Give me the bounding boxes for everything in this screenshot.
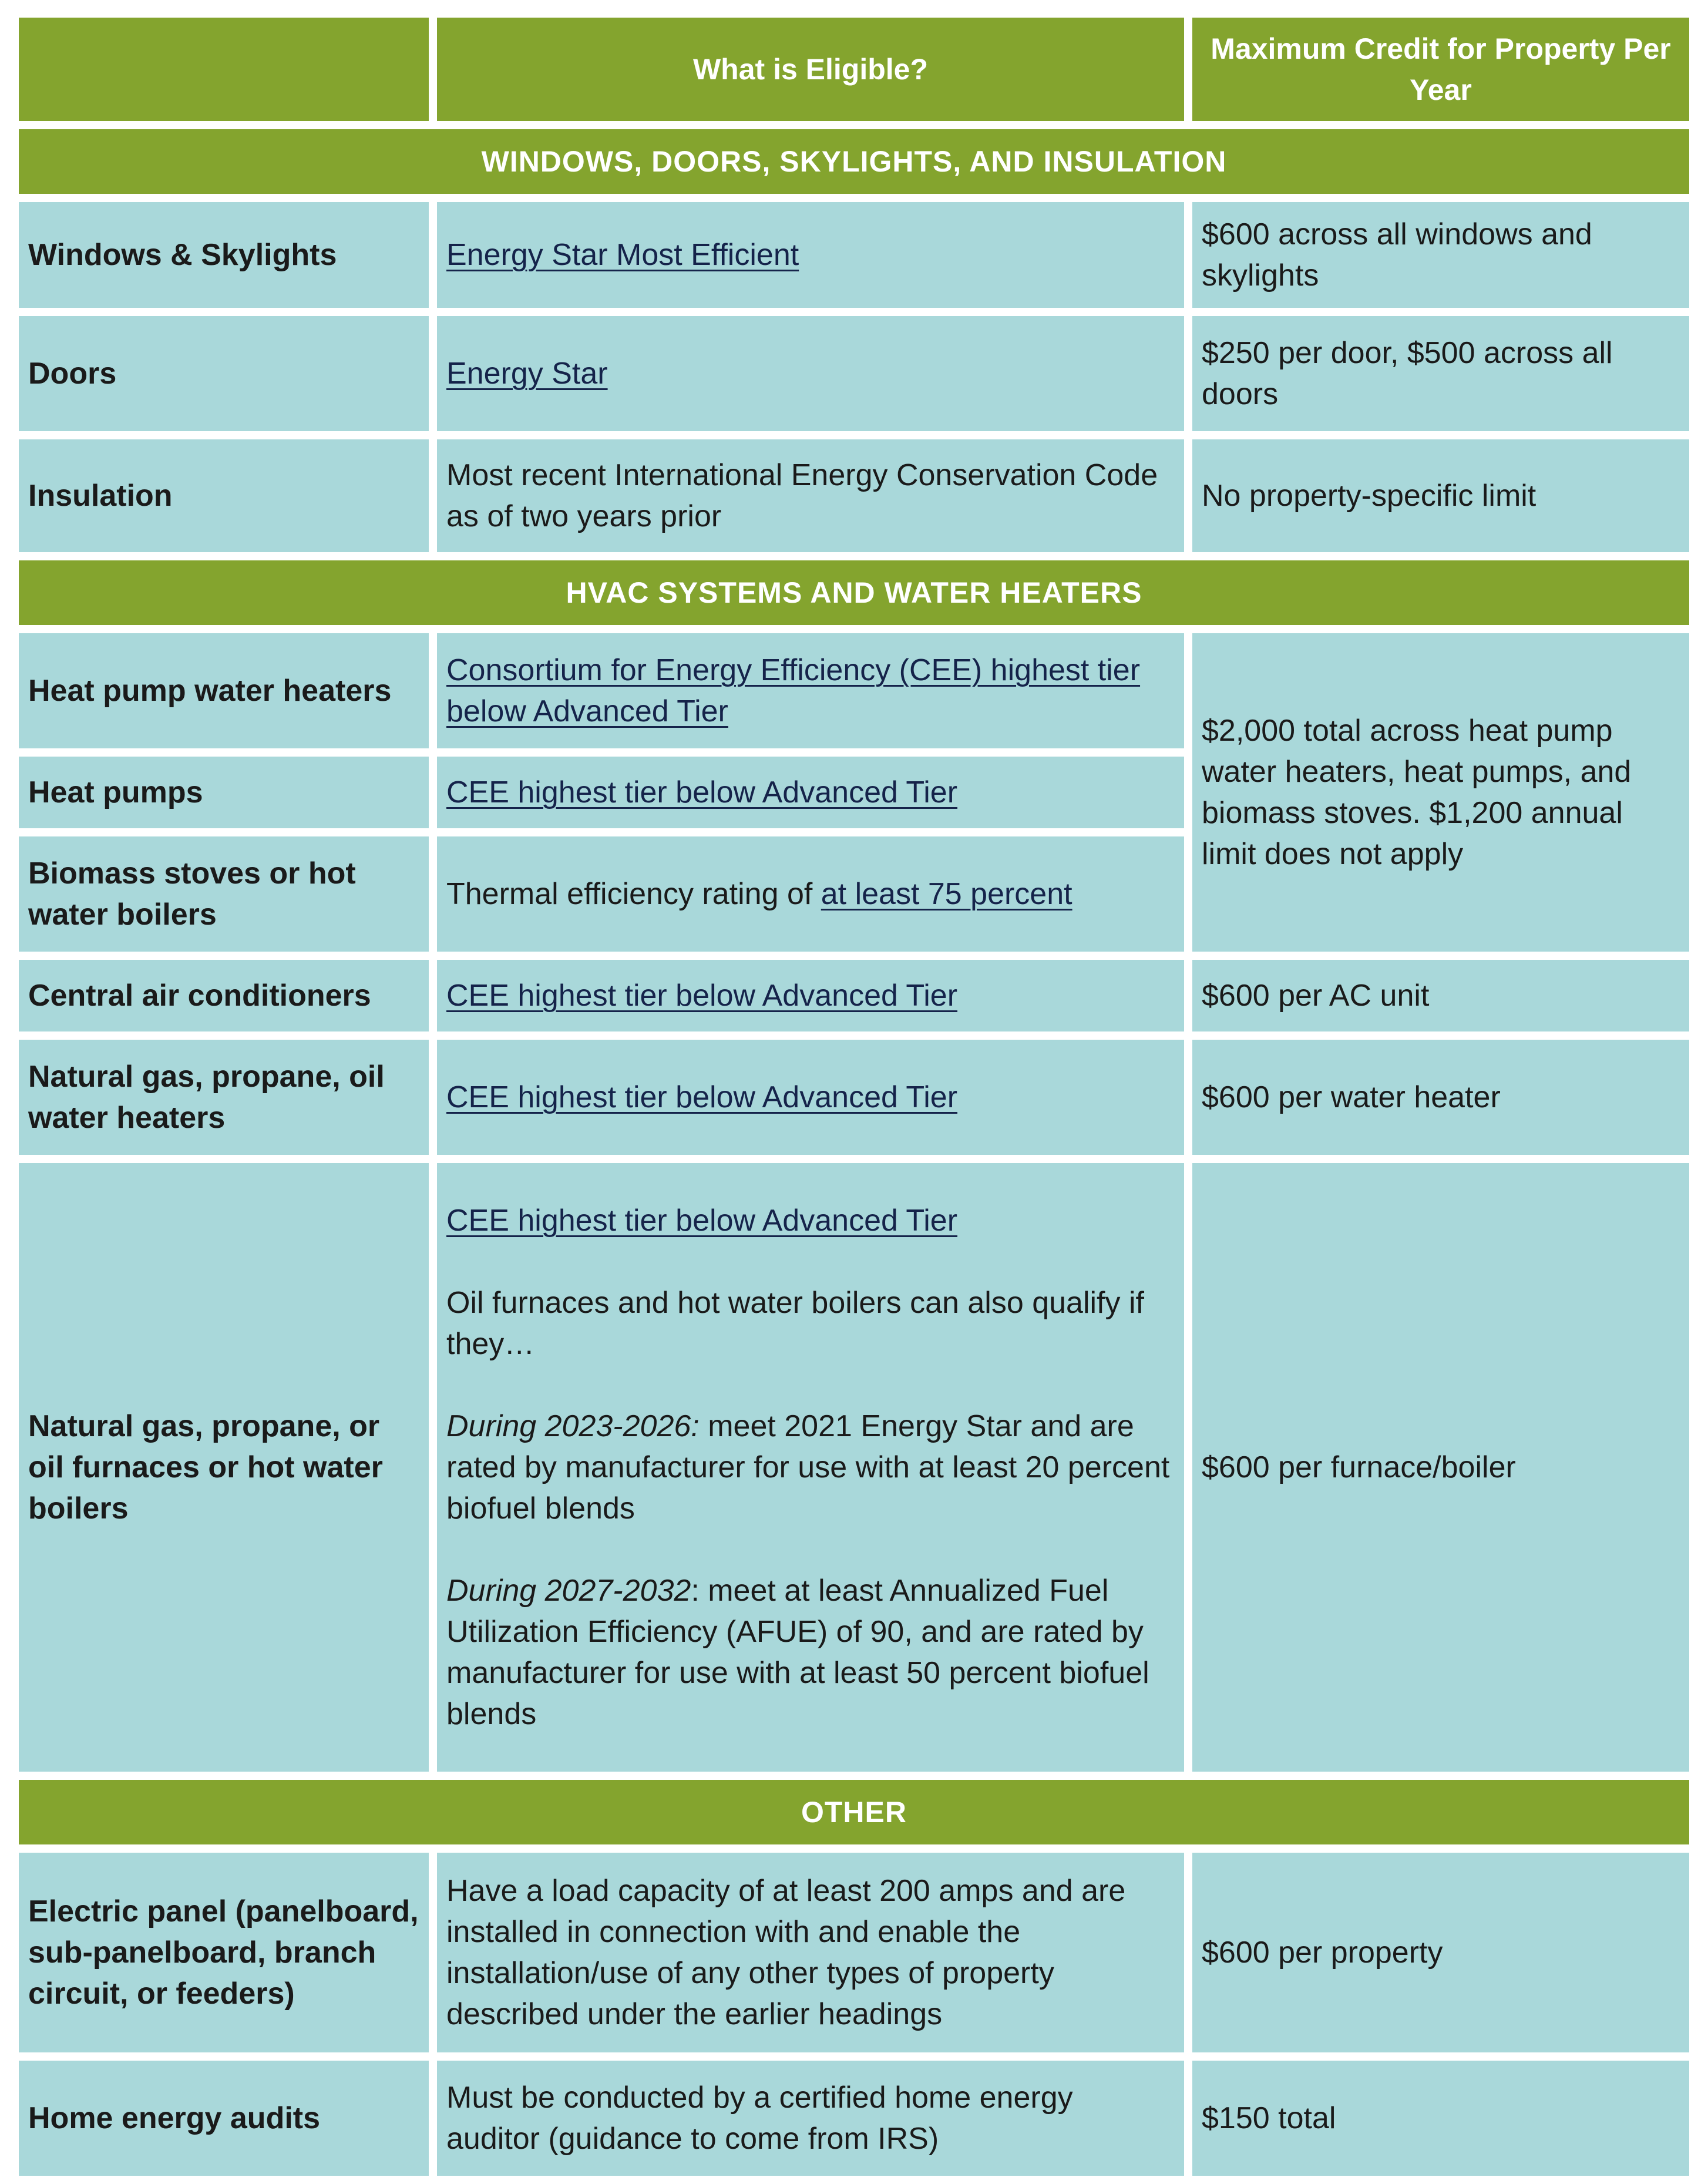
row-label: Heat pump water heaters (19, 633, 429, 748)
eligible-cell (437, 836, 1184, 952)
shared-credit-cell: $2,000 total across heat pump water heaters, heat pumps, and biomass stoves. $1,200 annual limit does not apply (1192, 633, 1689, 952)
header-eligible: What is Eligible? (437, 18, 1184, 121)
credit-cell: $600 per water heater (1192, 1040, 1689, 1155)
row-label: Natural gas, propane, or oil furnaces or hot water boilers (19, 1163, 429, 1772)
furnace-2027-para (446, 1570, 1175, 1735)
efficiency-75-link[interactable]: at least 75 percent (821, 877, 1072, 911)
table-row (19, 1040, 1689, 1155)
section-header-windows (19, 129, 1689, 194)
row-label: Doors (19, 316, 429, 431)
table-row (19, 439, 1689, 552)
eligible-cell: Must be conducted by a certified home energy auditor (guidance to come from IRS) (437, 2061, 1184, 2176)
energy-star-link[interactable]: Energy Star (446, 357, 608, 391)
credit-cell: $600 across all windows and skylights (1192, 202, 1689, 308)
energy-credit-table (11, 9, 1697, 2184)
table-row (19, 2061, 1689, 2176)
furnace-2023-para (446, 1406, 1175, 1529)
credit-table-container (19, 18, 1689, 2176)
period-2027-text: : meet at least Annualized Fuel Utilization Efficiency (AFUE) of 90, and are rated by manufacturer for use with at least 50 percent biofuel blends (446, 1574, 1149, 1731)
cee-tier-link[interactable]: CEE highest tier below Advanced Tier (446, 979, 958, 1013)
eligible-cell (437, 757, 1184, 828)
credit-cell: $250 per door, $500 across all doors (1192, 316, 1689, 431)
header-max-credit: Maximum Credit for Property Per Year (1192, 18, 1689, 121)
eligible-para (446, 1200, 1175, 1241)
eligible-cell (437, 316, 1184, 431)
eligible-cell (437, 1163, 1184, 1772)
row-label: Home energy audits (19, 2061, 429, 2176)
section-title: OTHER (19, 1780, 1689, 1844)
table-row (19, 960, 1689, 1031)
cee-tier-link[interactable]: CEE highest tier below Advanced Tier (446, 1204, 958, 1238)
row-label: Windows & Skylights (19, 202, 429, 308)
row-label: Insulation (19, 439, 429, 552)
section-title: WINDOWS, DOORS, SKYLIGHTS, AND INSULATION (19, 129, 1689, 194)
row-label: Natural gas, propane, oil water heaters (19, 1040, 429, 1155)
period-2027-2032: During 2027-2032 (446, 1574, 691, 1608)
credit-cell: No property-specific limit (1192, 439, 1689, 552)
table-row (19, 316, 1689, 431)
cee-tier-link[interactable]: CEE highest tier below Advanced Tier (446, 775, 958, 809)
eligible-cell (437, 202, 1184, 308)
table-row (19, 1163, 1689, 1772)
spacer (446, 1529, 1175, 1570)
spacer (446, 1241, 1175, 1282)
row-label: Heat pumps (19, 757, 429, 828)
row-label: Electric panel (panelboard, sub-panelboard, branch circuit, or feeders) (19, 1853, 429, 2052)
header-blank-cell (19, 18, 429, 121)
eligible-prefix: Thermal efficiency rating of (446, 877, 821, 911)
eligible-cell (437, 633, 1184, 748)
section-title: HVAC SYSTEMS AND WATER HEATERS (19, 560, 1689, 625)
period-2023-text: meet 2021 Energy Star and are rated by manufacturer for use with at least 20 percent biofuel blends (446, 1409, 1170, 1526)
energy-star-most-efficient-link[interactable]: Energy Star Most Efficient (446, 238, 799, 272)
table-row (19, 202, 1689, 308)
table-header-row (19, 18, 1689, 121)
eligible-cell (437, 1040, 1184, 1155)
credit-cell: $600 per AC unit (1192, 960, 1689, 1031)
cee-tier-link[interactable]: CEE highest tier below Advanced Tier (446, 1080, 958, 1114)
credit-cell: $600 per property (1192, 1853, 1689, 2052)
furnace-oil-para: Oil furnaces and hot water boilers can also qualify if they… (446, 1286, 1144, 1361)
table-row (19, 1853, 1689, 2052)
spacer (446, 1365, 1175, 1406)
credit-cell: $600 per furnace/boiler (1192, 1163, 1689, 1772)
eligible-cell (437, 960, 1184, 1031)
cee-link[interactable]: Consortium for Energy Efficiency (CEE) highest tier below Advanced Tier (446, 653, 1141, 728)
eligible-cell: Have a load capacity of at least 200 amps and are installed in connection with and enable the installation/use of any other types of property described under the earlier headings (437, 1853, 1184, 2052)
table-row (19, 633, 1689, 748)
section-header-other (19, 1780, 1689, 1844)
row-label: Biomass stoves or hot water boilers (19, 836, 429, 952)
credit-cell: $150 total (1192, 2061, 1689, 2176)
eligible-cell: Most recent International Energy Conservation Code as of two years prior (437, 439, 1184, 552)
section-header-hvac (19, 560, 1689, 625)
period-2023-2026: During 2023-2026: (446, 1409, 700, 1443)
row-label: Central air conditioners (19, 960, 429, 1031)
